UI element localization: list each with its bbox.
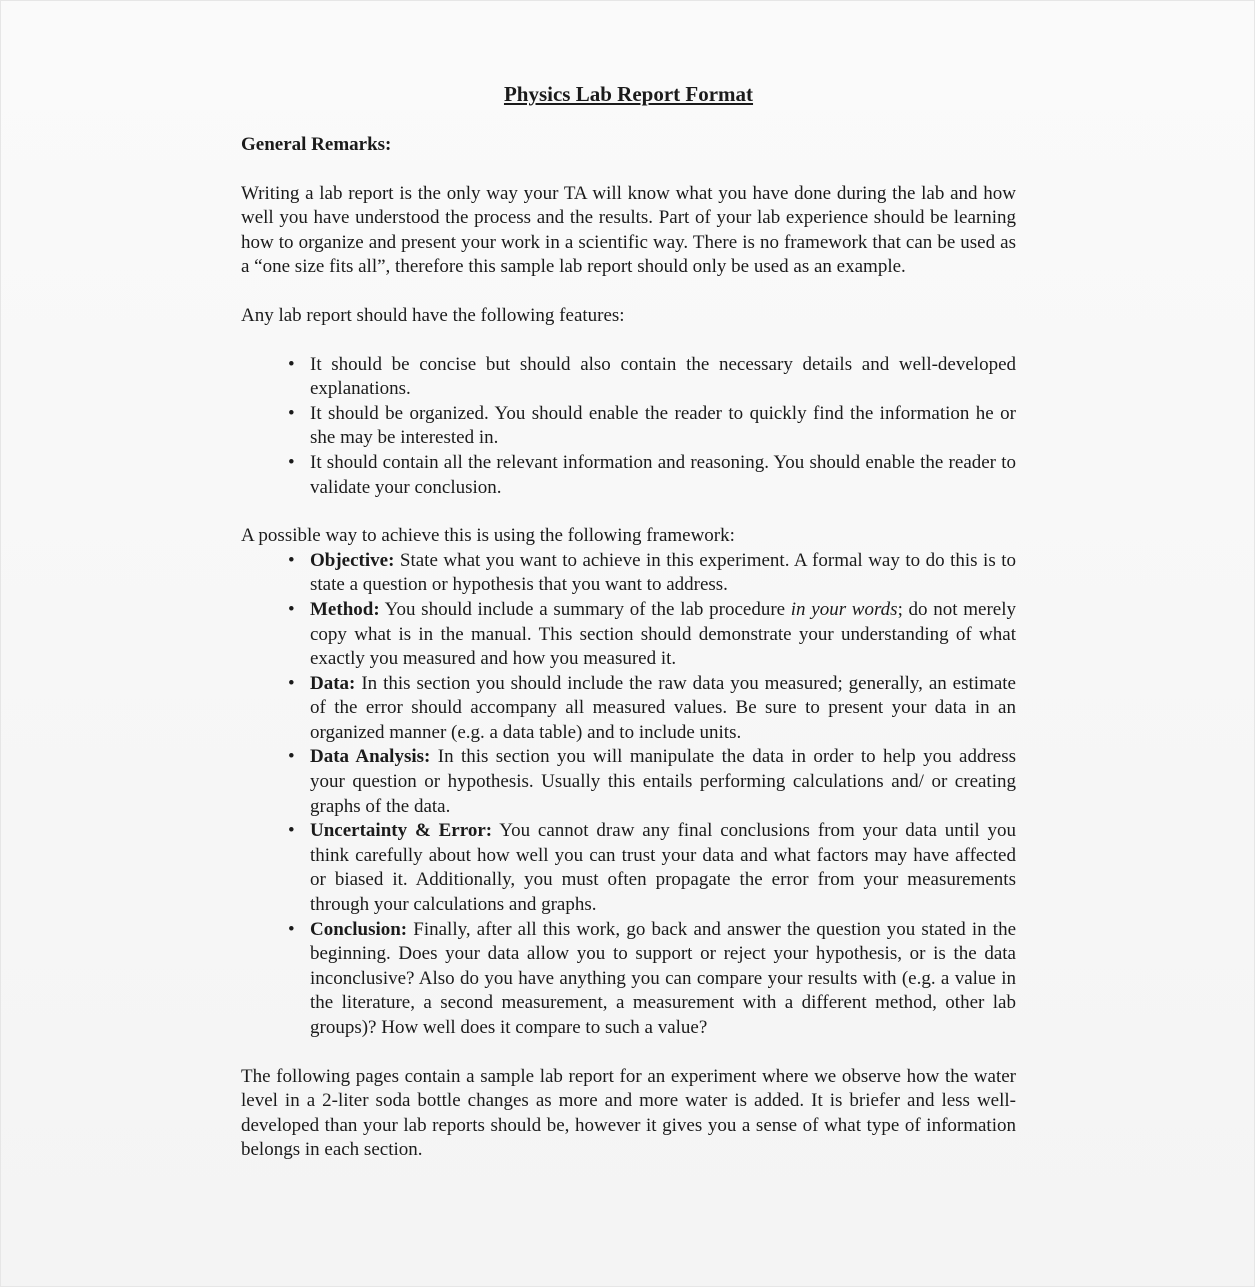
framework-text: You should include a summary of the lab procedure (379, 598, 791, 620)
framework-item-data-analysis (241, 745, 1016, 819)
framework-text: State what you want to achieve in this experiment. A formal way to do this is to state a question or hypothesis that you want to address. (310, 549, 1016, 596)
framework-emphasis: in your words (790, 598, 898, 620)
framework-item-data (241, 672, 1016, 746)
framework-term: Objective: (310, 549, 395, 571)
framework-list (241, 549, 1016, 1041)
framework-item-method (241, 598, 1016, 672)
framework-term: Data: (310, 672, 356, 694)
framework-text: In this section you should include the raw data you measured; generally, an estimate of the error should accompany all measured values. Be sure to present your data in an organized manner (e.g. a data table) and to include units. (310, 672, 1016, 743)
framework-text-after: ; do not merely copy what is in the manual. This section should demonstrate your understanding of what exactly you measured and how you measured it. (310, 598, 1016, 670)
framework-intro: A possible way to achieve this is using the following framework: (241, 525, 735, 547)
feature-item-organized: • It should be organized. You should enable the reader to quickly find the information he or she may be interested in. (241, 402, 1016, 451)
framework-term: Method: (310, 598, 380, 620)
features-intro: Any lab report should have the following features: (241, 304, 625, 326)
framework-item-uncertainty-error (241, 819, 1016, 917)
document-content (241, 79, 1016, 1187)
framework-item-objective (241, 549, 1016, 598)
feature-item-relevant: • It should contain all the relevant information and reasoning. You should enable the reader to validate your conclusion. (241, 451, 1016, 500)
framework-term: Data Analysis: (310, 746, 431, 768)
framework-item-conclusion (241, 918, 1016, 1041)
features-list (241, 353, 1016, 501)
framework-term: Uncertainty & Error: (310, 820, 493, 842)
intro-paragraph: Writing a lab report is the only way your TA will know what you have done during the lab and how well you have understood the process and the results. Part of your lab experience should be learning how to organize and present your work in a scientific way. There is no framework that can be used as a “one size fits all”, therefore this sample lab report should only be used as an example. (241, 182, 1016, 278)
closing-paragraph: The following pages contain a sample lab report for an experiment where we observe how the water level in a 2-liter soda bottle changes as more and more water is added. It is briefer and less well-developed than your lab reports should be, however it gives you a sense of what type of information belongs in each section. (241, 1065, 1016, 1161)
general-remarks-heading: General Remarks: (241, 134, 392, 155)
feature-item-concise: • It should be concise but should also contain the necessary details and well-developed explanations. (241, 353, 1016, 402)
framework-term: Conclusion: (310, 918, 408, 940)
framework-text: Finally, after all this work, go back and answer the question you stated in the beginning. Does your data allow you to support or reject your hypothesis, or is the data inconclusive? Also do you have anything you can compare your results with (e.g. a value in the literature, a second measurement, a measurement with a different method, other lab groups)? How well does it compare to such a value? (310, 918, 1016, 1038)
framework-text: You cannot draw any final conclusions from your data until you think carefully about how well you can trust your data and what factors may have affected or biased it. Additionally, you must often propagate the error from your measurements through your calculations and graphs. (310, 820, 1016, 916)
document-title: Physics Lab Report Format (503, 82, 754, 106)
framework-text: In this section you will manipulate the data in order to help you address your question or hypothesis. Usually this entails performing calculations and/ or creating graphs of the data. (310, 746, 1017, 817)
